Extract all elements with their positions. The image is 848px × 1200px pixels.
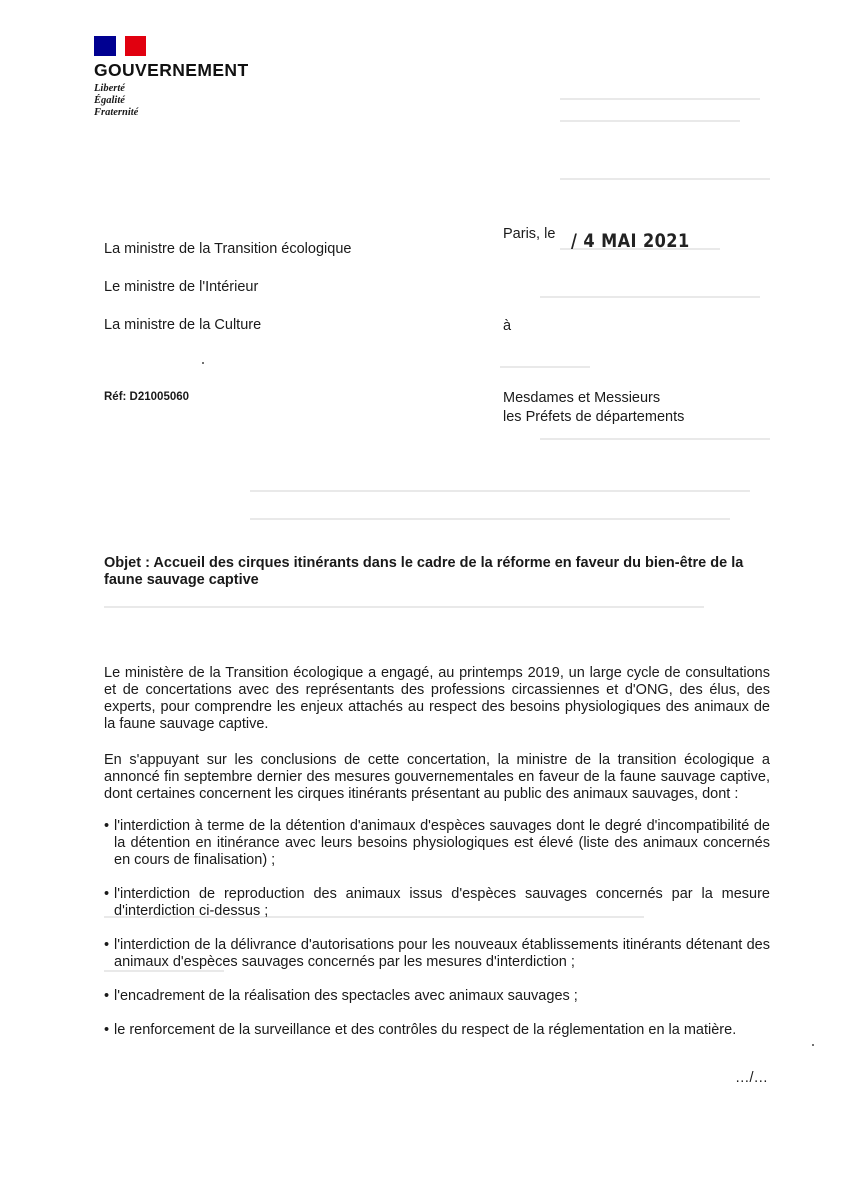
date-label: Paris, le	[503, 226, 556, 242]
recipient-preposition: à	[503, 318, 512, 334]
bullet-icon: •	[104, 937, 110, 953]
list-item: • le renforcement de la surveillance et des contrôles du respect de la réglementation en la matière.	[104, 1022, 737, 1038]
sender-block	[104, 241, 351, 355]
sender-minister: La ministre de la Culture	[104, 317, 262, 333]
addressee-line: Mesdames et Messieurs	[503, 390, 661, 406]
motto: Liberté Égalité Fraternité	[94, 83, 139, 118]
bullet-icon: •	[104, 886, 110, 902]
marianne-flag-icon	[94, 36, 146, 56]
government-title: GOUVERNEMENT	[94, 60, 249, 80]
sender-minister: La ministre de la Transition écologique	[104, 241, 352, 257]
list-item: • l'encadrement de la réalisation des spectacles avec animaux sauvages ;	[104, 988, 578, 1004]
bullet-icon: •	[104, 988, 110, 1004]
continuation-mark: …/…	[735, 1070, 769, 1086]
list-item: • l'interdiction de reproduction des animaux issus d'espèces sauvages concernés par la mesure d'interdiction ci-dessus ;	[104, 886, 770, 919]
list-item: • l'interdiction de la délivrance d'autorisations pour les nouveaux établissements itinérants détenant des animaux d'espèces sauvages concernés par les mesures d'interdiction ;	[104, 937, 770, 970]
list-item: • l'interdiction à terme de la détention d'animaux d'espèces sauvages dont le degré d'incompatibilité de la détention en itinérance avec leurs besoins physiologiques est élevé (liste des animaux concernés en cours de finalisation) ;	[104, 818, 770, 868]
subject-line: Objet : Accueil des cirques itinérants dans le cadre de la réforme en faveur du bien-être de la faune sauvage captive	[104, 555, 744, 588]
bullet-icon: •	[104, 1022, 110, 1038]
sender-minister: Le ministre de l'Intérieur	[104, 279, 259, 295]
reference-number: Réf: D21005060	[104, 391, 190, 403]
body-paragraph: Le ministère de la Transition écologique a engagé, au printemps 2019, un large cycle de consultations et de concertations avec des représentants des professions circassiennes et d'ONG, des élus, des experts, pour comprendre les enjeux attachés au respect des besoins physiologiques des animaux de la faune sauvage captive.	[104, 665, 770, 732]
date-stamp: / 4 MAI 2021	[571, 230, 690, 252]
measures-list	[104, 818, 770, 1056]
government-logo	[94, 36, 249, 119]
addressee-block	[503, 389, 684, 427]
body-paragraph: En s'appuyant sur les conclusions de cette concertation, la ministre de la transition écologique a annoncé fin septembre dernier des mesures gouvernementales en faveur de la faune sauvage captive, dont certaines concernent les cirques itinérants présentant au public des animaux sauvages, dont :	[104, 752, 770, 802]
addressee-line: les Préfets de départements	[503, 409, 685, 425]
bullet-icon: •	[104, 818, 110, 834]
